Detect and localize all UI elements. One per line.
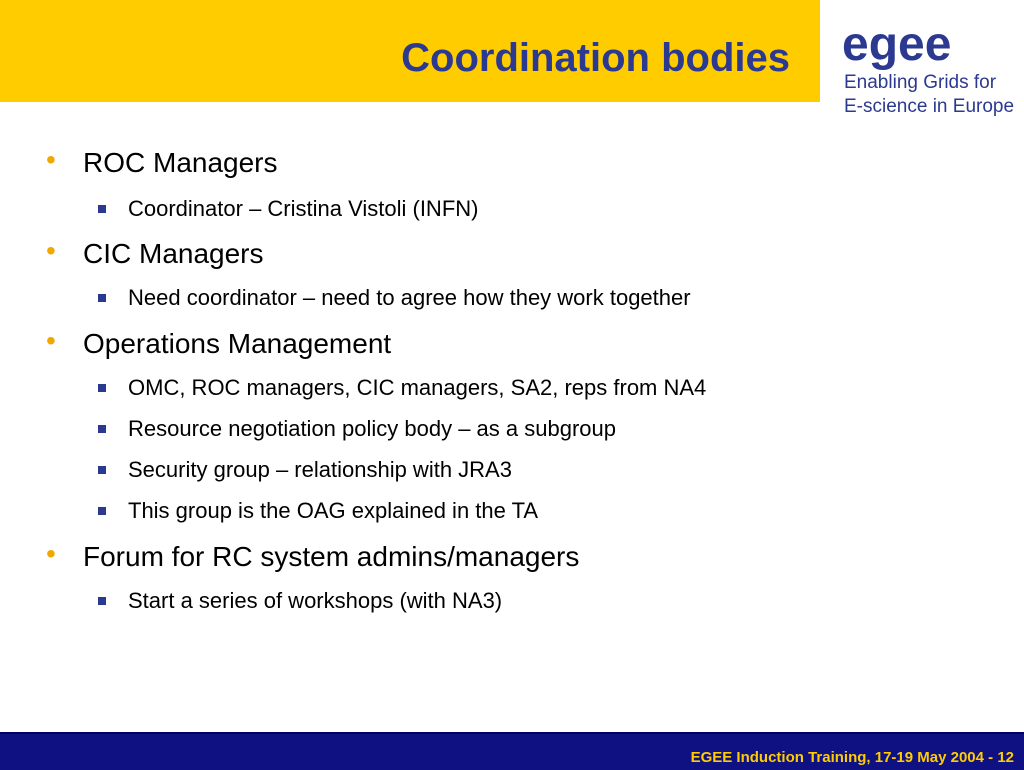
bullet-operations-management: Operations Management (83, 328, 392, 359)
logo-tagline-1: Enabling Grids for (844, 72, 997, 93)
sub-bullet-workshops: Start a series of workshops (with NA3) (128, 588, 503, 613)
sub-bullet-square-icon (98, 384, 106, 392)
sub-bullet-square-icon (98, 294, 106, 302)
bullet-cic-managers: CIC Managers (83, 238, 264, 269)
sub-bullet-need-coordinator: Need coordinator – need to agree how they work together (128, 285, 691, 310)
bullet-dot-icon: • (46, 325, 56, 356)
sub-bullet-oag: This group is the OAG explained in the TA (128, 498, 539, 523)
sub-bullet-omc: OMC, ROC managers, CIC managers, SA2, reps from NA4 (128, 375, 707, 400)
sub-bullet-square-icon (98, 597, 106, 605)
sub-bullet-coordinator: Coordinator – Cristina Vistoli (INFN) (128, 196, 479, 221)
sub-bullet-square-icon (98, 205, 106, 213)
sub-bullet-square-icon (98, 507, 106, 515)
footer-text: EGEE Induction Training, 17-19 May 2004 - 12 (690, 749, 1014, 766)
bullet-dot-icon: • (46, 144, 56, 175)
logo-tagline-2: E-science in Europe (844, 96, 1015, 117)
sub-bullet-security-group: Security group – relationship with JRA3 (128, 457, 512, 482)
sub-bullet-square-icon (98, 425, 106, 433)
bullet-dot-icon: • (46, 538, 56, 569)
bullet-dot-icon: • (46, 235, 56, 266)
sub-bullet-resource-negotiation: Resource negotiation policy body – as a subgroup (128, 416, 616, 441)
bullet-roc-managers: ROC Managers (83, 147, 278, 178)
slide-title: Coordination bodies (401, 36, 790, 80)
bullet-forum: Forum for RC system admins/managers (83, 541, 580, 572)
egee-wordmark: egee (842, 20, 952, 70)
sub-bullet-square-icon (98, 466, 106, 474)
